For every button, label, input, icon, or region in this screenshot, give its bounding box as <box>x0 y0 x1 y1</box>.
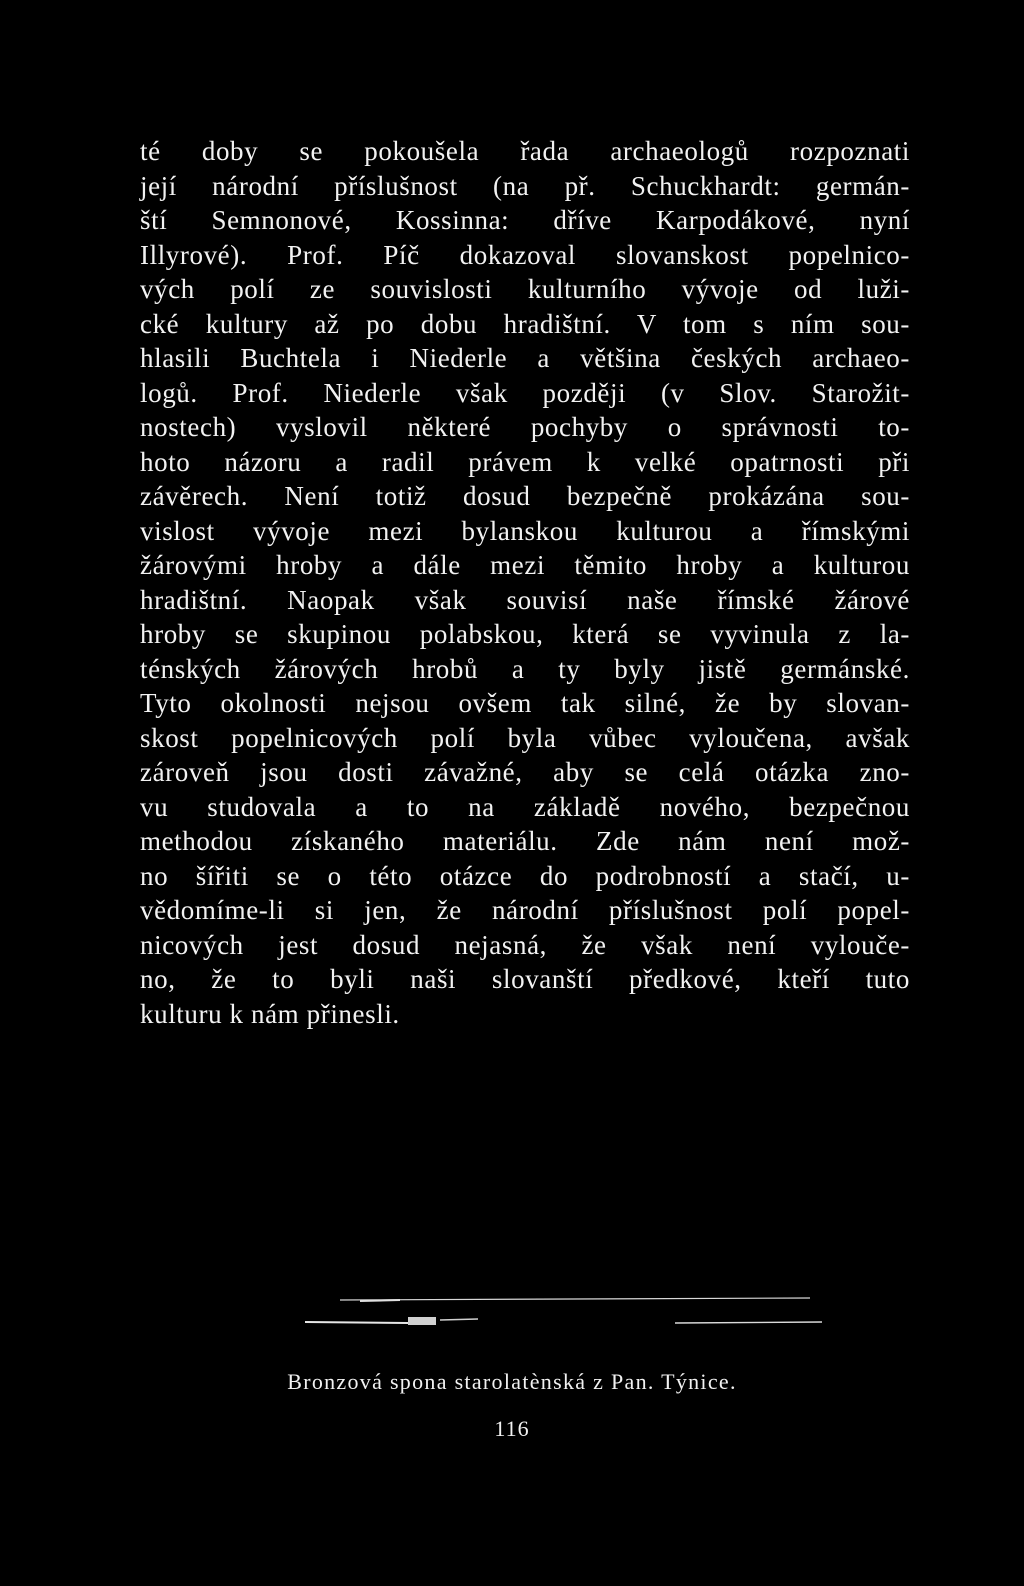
text-line-1: té doby se pokoušela řada archaeologů rozpoznati <box>140 136 910 166</box>
bronze-brooch-illustration-icon <box>300 1290 840 1330</box>
text-line-21: methodou získaného materiálu. Zde nám není mož- <box>140 826 910 856</box>
text-line-9: nostech) vyslovil některé pochyby o správnosti to- <box>140 412 910 442</box>
text-line-4: Illyrové). Prof. Píč dokazoval slovanskost popelnico- <box>140 239 910 270</box>
text-line-20: vu studovala a to na základě nového, bezpečnou <box>140 791 910 822</box>
figure-caption: Bronzová spona starolatènská z Pan. Týnice. <box>287 1369 737 1394</box>
brooch-bow-line <box>340 1298 810 1300</box>
text-line-10: hoto názoru a radil právem k velké opatrnosti při <box>140 446 910 477</box>
brooch-spring-line <box>440 1319 478 1320</box>
text-line-11: závěrech. Není totiž dosud bezpečně prokázána sou- <box>140 481 910 511</box>
text-line-25: no, že to byli naši slovanští předkové, kteří tuto <box>140 964 910 994</box>
text-line-24: nicových jest dosud nejasná, že však není vylouče- <box>140 929 910 960</box>
text-line-12: vislost vývoje mezi bylanskou kulturou a římskými <box>140 515 910 546</box>
text-line-15: hroby se skupinou polabskou, která se vyvinula z la- <box>140 619 910 649</box>
text-line-5: vých polí ze souvislosti kulturního vývoje od luži- <box>140 274 910 304</box>
text-line-13: žárovými hroby a dále mezi těmito hroby a kulturou <box>140 550 910 580</box>
body-text <box>140 134 910 1031</box>
text-line-7: hlasili Buchtela i Niederle a většina českých archaeo- <box>140 343 910 373</box>
brooch-bow-accent <box>360 1300 400 1301</box>
text-line-26: kulturu k nám přinesli. <box>140 998 400 1029</box>
text-line-18: skost popelnicových polí byla vůbec vyloučena, avšak <box>140 722 910 753</box>
page-number: 116 <box>494 1416 530 1441</box>
text-line-8: logů. Prof. Niederle však později (v Slov. Starožit- <box>140 377 910 408</box>
text-line-16: ténských žárových hrobů a ty byly jistě germánské. <box>140 653 910 684</box>
text-line-3: ští Semnonové, Kossinna: dříve Karpodákové, nyní <box>140 205 910 235</box>
text-line-6: cké kultury až po dobu hradištní. V tom s ním sou- <box>140 308 910 339</box>
text-line-23: vědomíme-li si jen, že národní příslušnost polí popel- <box>140 895 910 925</box>
text-line-2: její národní příslušnost (na př. Schuckhardt: germán- <box>140 170 910 201</box>
brooch-catch-plate <box>408 1317 436 1325</box>
text-line-17: Tyto okolnosti nejsou ovšem tak silné, že by slovan- <box>140 688 910 718</box>
brooch-foot-line <box>305 1322 408 1323</box>
text-line-19: zároveň jsou dosti závažné, aby se celá otázka zno- <box>140 757 910 787</box>
brooch-pin-line <box>675 1322 822 1323</box>
text-line-14: hradištní. Naopak však souvisí naše římské žárové <box>140 584 910 615</box>
text-line-22: no šířiti se o této otázce do podrobností a stačí, u- <box>140 860 910 891</box>
